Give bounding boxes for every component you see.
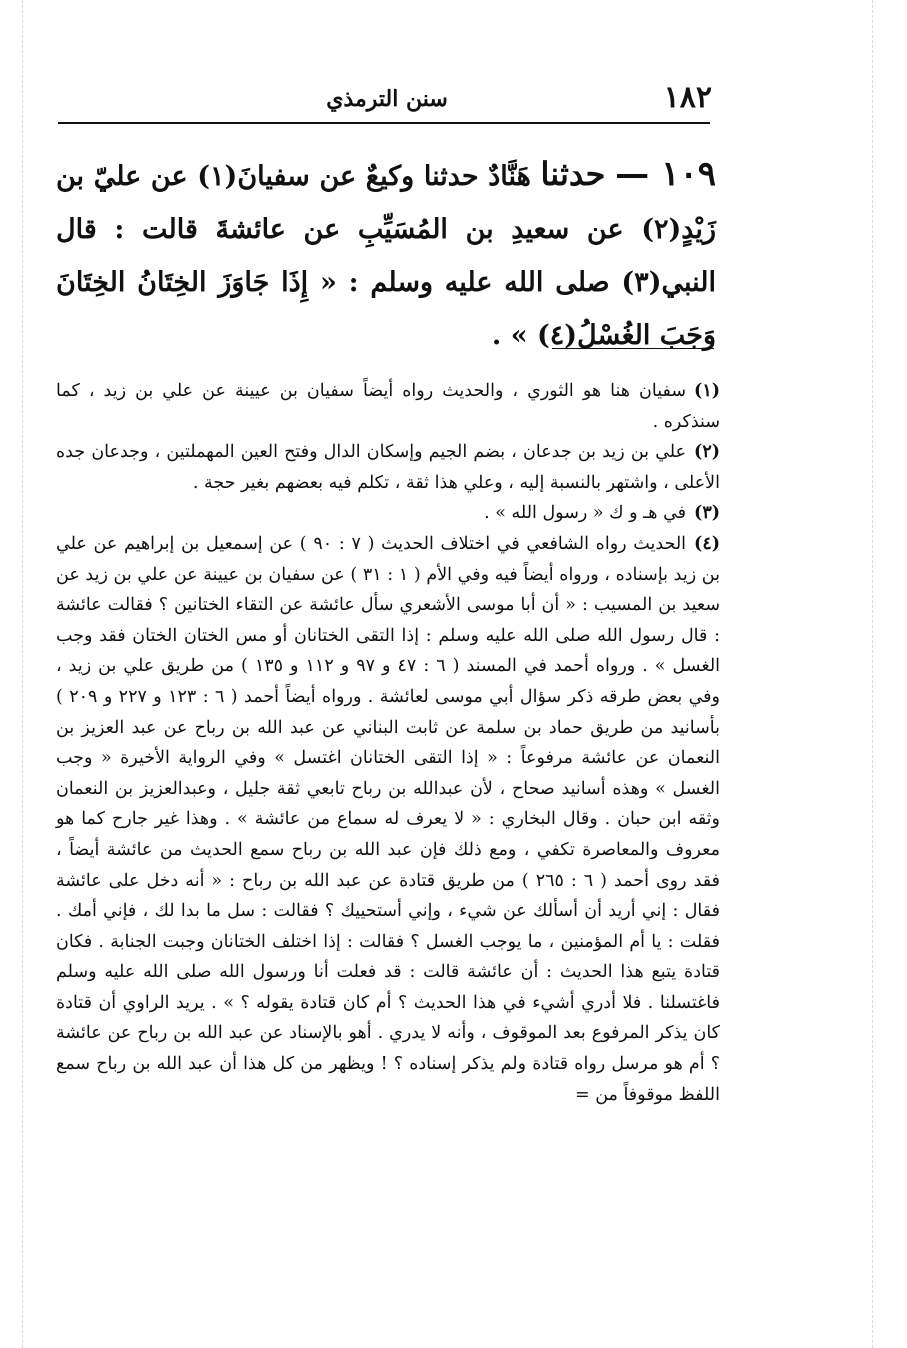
- footnote-4: [56, 529, 720, 1110]
- page-number: ١٨٢: [663, 80, 712, 115]
- footnote-text: سفيان هنا هو الثوري ، والحديث رواه أيضاً سفيان بن عيينة عن علي بن زيد ، كما سنذكره .: [56, 381, 720, 432]
- hadith-text: [56, 148, 716, 362]
- footnote-rule: [552, 348, 714, 349]
- hadith-body: هَنَّادٌ حدثنا وكيعٌ عن سفيانَ(١) عن عليّ بن زَيْدٍ(٢) عن سعيدِ بن المُسَيِّبِ عن عائشةَ قالت : قال النبي(٣) صلى الله عليه وسلم : « إِذَا جَاوَزَ الخِتَانُ الخِتَانَ وَجَبَ الغُسْلُ(٤) » .: [56, 161, 716, 351]
- header-rule: [58, 122, 710, 124]
- footnote-text: في هـ و ك « رسول الله » .: [484, 503, 687, 524]
- footnote-3: [56, 498, 720, 529]
- running-title: سنن الترمذي: [326, 86, 448, 112]
- footnote-2: [56, 437, 720, 498]
- page-header: [62, 78, 712, 120]
- hadith-opener: حدثنا: [540, 155, 606, 193]
- hadith-number: ١٠٩ —: [615, 154, 716, 194]
- footnote-marker: (١): [694, 381, 720, 401]
- footnotes: [56, 376, 720, 1110]
- footnote-text: علي بن زيد بن جدعان ، بضم الجيم وإسكان الدال وفتح العين المهملتين ، وجدعان جده الأعلى ، واشتهر بالنسبة إليه ، وعلي هذا ثقة ، تكلم فيه بعضهم بغير حجة .: [56, 442, 720, 493]
- footnote-text: الحديث رواه الشافعي في اختلاف الحديث ( ٧ : ٩٠ ) عن إسمعيل بن إبراهيم عن علي بن زيد بإسناده ، ورواه أيضاً فيه وفي الأم ( ١ : ٣١ ) عن سفيان بن عيينة عن علي بن زيد عن سعيد بن المسيب : « أن أبا موسى الأشعري سأل عائشة عن التقاء الختانين ؟ فقالت عائشة : قال رسول الله صلى الله عليه وسلم : إذا التقى الختانان أو مس الختان الختان فقد وجب الغسل » . ورواه أحمد في المسند ( ٦ : ٤٧ و ٩٧ و ١١٢ و ١٣٥ ) من طريق علي بن زيد ، وفي بعض طرقه ذكر سؤال أبي موسى لعائشة . ورواه أيضاً أحمد ( ٦ : ١٢٣ و ٢٢٧ و ٢٠٩ ) بأسانيد من طريق حماد بن سلمة عن ثابت البناني عن عبد الله بن رباح عن عبد العزيز بن النعمان عن عائشة مرفوعاً : « إذا التقى الختانان اغتسل » وفي الرواية الأخيرة « وجب الغسل » وهذه أسانيد صحاح ، لأن عبدالله بن رباح تابعي ثقة جليل ، وعبدالعزيز بن النعمان وثقه ابن حبان . وقال البخاري : « لا يعرف له سماع من عائشة » . وهذا غير جارح كما هو معروف والمعاصرة تكفي ، ومع ذلك فإن عبد الله بن رباح سمع الحديث من عائشة أيضاً ، فقد روى أحمد ( ٦ : ٢٦٥ ) من طريق قتادة عن عبد الله بن رباح : « أنه دخل على عائشة فقال : إني أريد أن أسألك عن شيء ، وإني أستحييك ؟ فقالت : سل ما بدا لك ، فإني أمك . فقلت : يا أم المؤمنين ، ما يوجب الغسل ؟ فقالت : إذا اختلف الختانان وجبت الجنابة . فكان قتادة يتبع هذا الحديث : أن عائشة قالت : قد فعلت أنا ورسول الله صلى الله عليه وسلم فاغتسلنا . فلا أدري أشيء في هذا الحديث ؟ أم كان قتادة يقوله ؟ » . يريد الراوي أن قتادة كان يذكر المرفوع بعد الموقوف ، وأنه لا يدري . أهو بالإسناد عن عبد الله بن رباح عن عائشة ؟ أم هو مرسل رواه قتادة ولم يذكر إسناده ؟ ! ويظهر من كل هذا أن عبد الله بن رباح سمع اللفظ موقوفاً من =: [56, 533, 721, 1105]
- footnote-marker: (٤): [694, 533, 720, 554]
- footnote-marker: (٣): [694, 503, 720, 524]
- footnote-marker: (٢): [694, 442, 720, 463]
- footnote-1: [56, 376, 720, 437]
